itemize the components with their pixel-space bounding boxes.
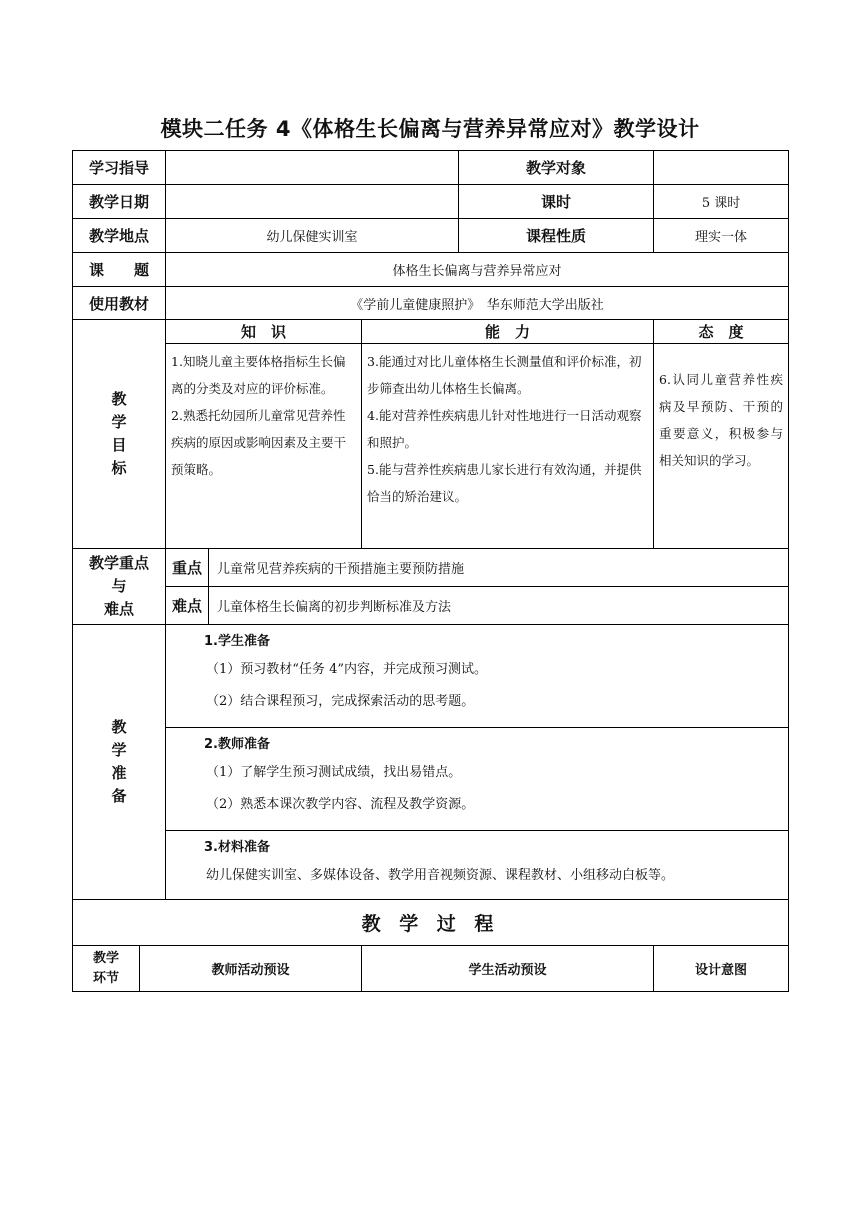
attitude-goal-item: 6.认同儿童营养性疾病及早预防、干预的重要意义，积极参与相关知识的学习。 <box>659 372 784 468</box>
goals-label-char: 学 <box>111 413 127 431</box>
row-prep-materials <box>73 831 789 900</box>
topic-label: 课 题 <box>73 253 166 287</box>
topic-value: 体格生长偏离与营养异常应对 <box>166 253 789 287</box>
hours-label: 课时 <box>459 185 654 219</box>
row-guide-target <box>73 151 789 185</box>
guide-label: 学习指导 <box>73 151 166 185</box>
stage-header-line: 教学 <box>92 950 119 966</box>
knowledge-header: 知 识 <box>166 320 362 344</box>
preparation-label-char: 备 <box>111 787 127 805</box>
knowledge-goal-item: 1.知晓儿童主要体格指标生长偏离的分类及对应的评价标准。 <box>171 354 346 396</box>
goals-label-char: 目 <box>111 436 127 454</box>
prep-line: （1）了解学生预习测试成绩，找出易错点。 <box>206 765 462 780</box>
hours-value: 5 课时 <box>654 185 789 219</box>
difficulty-value: 儿童体格生长偏离的初步判断标准及方法 <box>209 587 789 625</box>
row-difficulty <box>73 587 789 625</box>
prep-line: 幼儿保健实训室、多媒体设备、教学用音视频资源、课程教材、小组移动白板等。 <box>206 868 675 883</box>
row-focus <box>73 549 789 587</box>
focus-label: 重点 <box>166 549 209 587</box>
preparation-label <box>73 625 166 900</box>
process-title: 教 学 过 程 <box>73 900 789 946</box>
student-preparation <box>166 625 789 728</box>
prep-line: （1）预习教材“任务 4”内容，并完成预习测试。 <box>206 662 487 677</box>
nature-label: 课程性质 <box>459 219 654 253</box>
row-process-headers <box>73 946 789 992</box>
prep-heading: 1.学生准备 <box>204 634 270 649</box>
key-points-label <box>73 549 166 625</box>
prep-line: （2）熟悉本课次教学内容、流程及教学资源。 <box>206 797 475 812</box>
teacher-preparation <box>166 728 789 831</box>
row-prep-students <box>73 625 789 728</box>
row-goal-headers <box>73 320 789 344</box>
lesson-plan-table <box>72 150 789 992</box>
goals-label-char: 标 <box>111 459 127 477</box>
student-activity-header: 学生活动预设 <box>362 946 654 992</box>
key-points-label-line: 教学重点 <box>89 554 150 572</box>
attitude-header: 态 度 <box>654 320 789 344</box>
place-label: 教学地点 <box>73 219 166 253</box>
difficulty-label: 难点 <box>166 587 209 625</box>
row-place-nature <box>73 219 789 253</box>
ability-header: 能 力 <box>362 320 654 344</box>
materials-preparation <box>166 831 789 900</box>
prep-heading: 2.教师准备 <box>204 737 270 752</box>
design-intent-header: 设计意图 <box>654 946 789 992</box>
row-process-title <box>73 900 789 946</box>
target-value <box>654 151 789 185</box>
attitude-goals <box>654 344 789 549</box>
row-prep-teacher <box>73 728 789 831</box>
ability-goal-item: 3.能通过对比儿童体格生长测量值和评价标准，初步筛查出幼儿体格生长偏离。 <box>367 354 642 396</box>
key-points-label-line: 与 <box>111 577 127 595</box>
textbook-label: 使用教材 <box>73 287 166 320</box>
preparation-label-char: 学 <box>111 741 127 759</box>
guide-value <box>166 151 459 185</box>
goals-label-char: 教 <box>111 390 127 408</box>
date-label: 教学日期 <box>73 185 166 219</box>
goals-label <box>73 320 166 549</box>
nature-value: 理实一体 <box>654 219 789 253</box>
ability-goal-item: 4.能对营养性疾病患儿针对性地进行一日活动观察和照护。 <box>367 408 642 450</box>
stage-header <box>73 946 140 992</box>
preparation-label-char: 准 <box>111 764 127 782</box>
knowledge-goal-item: 2.熟悉托幼园所儿童常见营养性疾病的原因或影响因素及主要干预策略。 <box>171 408 347 477</box>
knowledge-goals <box>166 344 362 549</box>
row-textbook <box>73 287 789 320</box>
key-points-label-line: 难点 <box>104 600 135 618</box>
ability-goals <box>362 344 654 549</box>
preparation-label-char: 教 <box>111 718 127 736</box>
focus-value: 儿童常见营养疾病的干预措施主要预防措施 <box>209 549 789 587</box>
row-goals <box>73 344 789 549</box>
row-date-hours <box>73 185 789 219</box>
place-value: 幼儿保健实训室 <box>166 219 459 253</box>
row-topic <box>73 253 789 287</box>
stage-header-line: 环节 <box>92 970 119 986</box>
textbook-value: 《学前儿童健康照护》 华东师范大学出版社 <box>166 287 789 320</box>
document-title: 模块二任务 4《体格生长偏离与营养异常应对》教学设计 <box>160 117 700 141</box>
prep-line: （2）结合课程预习，完成探索活动的思考题。 <box>206 694 475 709</box>
target-label: 教学对象 <box>459 151 654 185</box>
ability-goal-item: 5.能与营养性疾病患儿家长进行有效沟通，并提供恰当的矫治建议。 <box>367 462 642 504</box>
prep-heading: 3.材料准备 <box>204 840 270 855</box>
teacher-activity-header: 教师活动预设 <box>140 946 362 992</box>
date-value <box>166 185 459 219</box>
